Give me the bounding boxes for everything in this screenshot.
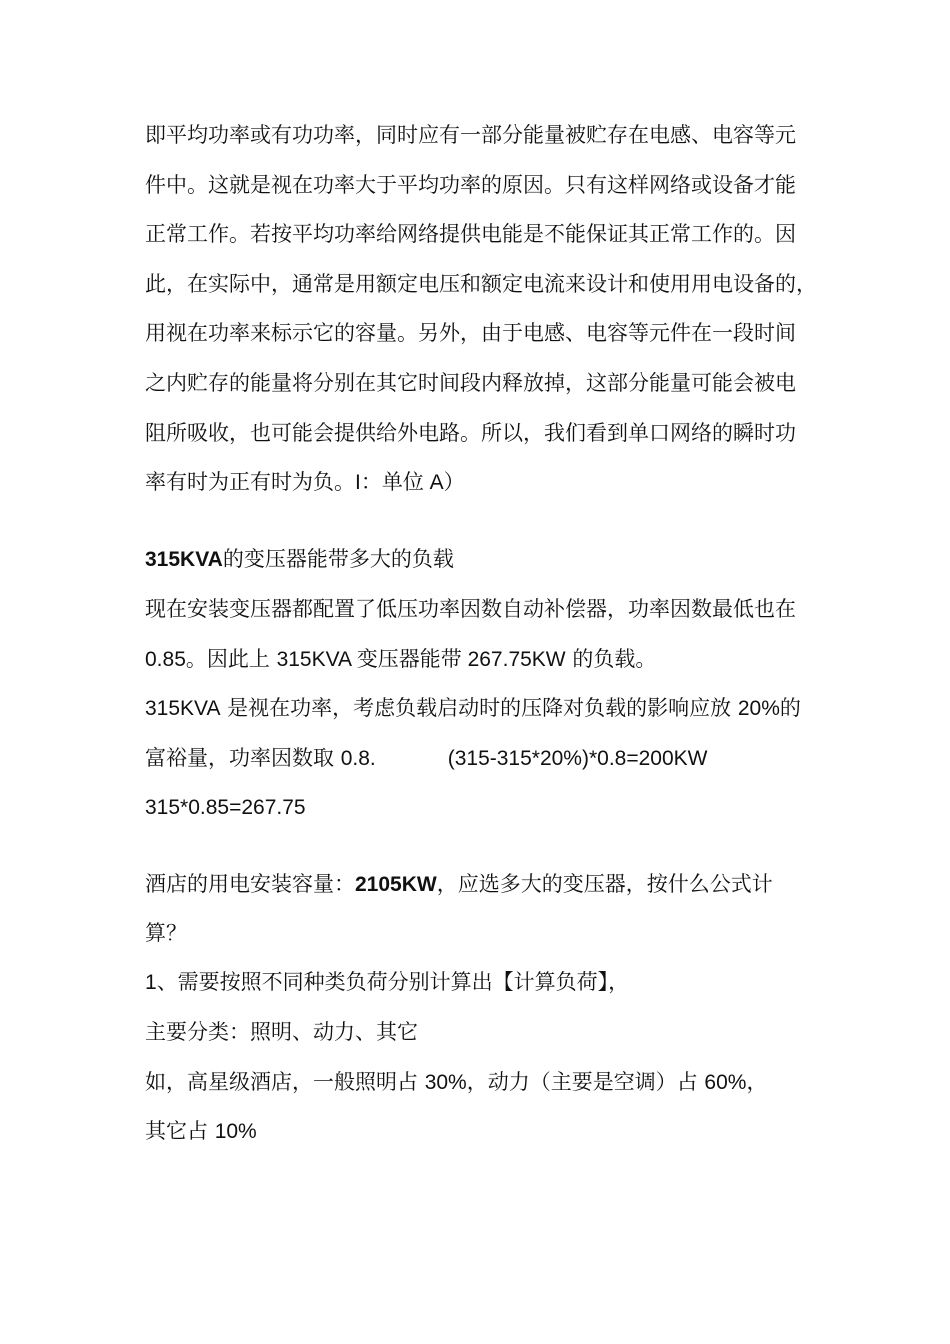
ex-d: 60%: [704, 1071, 747, 1094]
q-b: ，应选多大的变压器，按什么公式计: [436, 872, 773, 896]
ex-b: 30%: [424, 1071, 467, 1094]
ex-e: ，: [746, 1070, 768, 1094]
s2-l3-b: 是视在功率，考虑负载启动时的压降对负载的影响应放: [220, 696, 738, 720]
paragraph-line-5: 用视在功率来标示它的容量。另外，由于电感、电容等元件在一段时间: [145, 321, 796, 345]
other-a: 其它占: [145, 1119, 215, 1143]
heading-rest: 的变压器能带多大的负载: [222, 547, 454, 571]
q-a: 酒店的用电安装容量：: [145, 872, 355, 896]
ex-a: 如，高星级酒店，一般照明占: [145, 1070, 425, 1094]
s2-l3-a: 315KVA: [145, 697, 221, 720]
paragraph-last-tail: I：单位 A）: [355, 471, 465, 494]
category-line: 主要分类：照明、动力、其它: [145, 1020, 418, 1044]
paragraph-line-8: [145, 467, 465, 498]
example-line: [145, 1067, 767, 1098]
heading-bold-part: 315KVA: [145, 548, 223, 571]
s2-l4-b: 0.8.: [340, 747, 376, 770]
section3-question: [145, 869, 773, 900]
s2-l3-d: 的: [779, 696, 801, 720]
paragraph-line-7: 阻所吸收，也可能会提供给外电路。所以，我们看到单口网络的瞬时功: [145, 421, 796, 445]
list-item-1: [145, 967, 629, 998]
s2-l4-a: 富裕量，功率因数取: [145, 746, 341, 770]
paragraph-line-4: 此，在实际中，通常是用额定电压和额定电流来设计和使用用电设备的，: [145, 272, 817, 296]
paragraph-last-text: 率有时为正有时为负。: [145, 470, 355, 494]
section-heading-transformer: [145, 544, 454, 575]
q-bold: 2105KW: [355, 873, 437, 896]
paragraph-line-3: 正常工作。若按平均功率给网络提供电能是不能保证其正常工作的。因: [145, 222, 796, 246]
s2-l2-d: 的负载。: [565, 647, 657, 671]
section2-line-3: [145, 693, 801, 724]
other-b: 10%: [214, 1120, 257, 1143]
ex-c: ，动力（主要是空调）占: [466, 1070, 705, 1094]
paragraph-line-6: 之内贮存的能量将分别在其它时间段内释放掉，这部分能量可能会被电: [145, 371, 796, 395]
other-line: [145, 1116, 257, 1147]
section2-line-1: 现在安装变压器都配置了低压功率因数自动补偿器，功率因数最低也在: [145, 597, 796, 621]
section2-line-4: [145, 743, 707, 774]
s2-l2-a: 0.85: [145, 648, 186, 671]
item-text: 、需要按照不同种类负荷分别计算出【计算负荷】，: [156, 970, 630, 994]
s2-l2-c: 315KVA 变压器能带 267.75KW: [276, 648, 566, 671]
section2-line-2: [145, 644, 656, 675]
s2-l3-c: 20%: [737, 697, 780, 720]
paragraph-line-2: 件中。这就是视在功率大于平均功率的原因。只有这样网络或设备才能: [145, 173, 796, 197]
section2-line-5: 315*0.85=267.75: [145, 796, 306, 819]
s2-l2-b: 。因此上: [185, 647, 277, 671]
paragraph-line-1: 即平均功率或有功功率，同时应有一部分能量被贮存在电感、电容等元: [145, 123, 796, 147]
formula-text: (315-315*20%)*0.8=200KW: [447, 747, 708, 770]
item-number: 1: [145, 971, 157, 994]
section3-question-line2: 算？: [145, 921, 187, 945]
